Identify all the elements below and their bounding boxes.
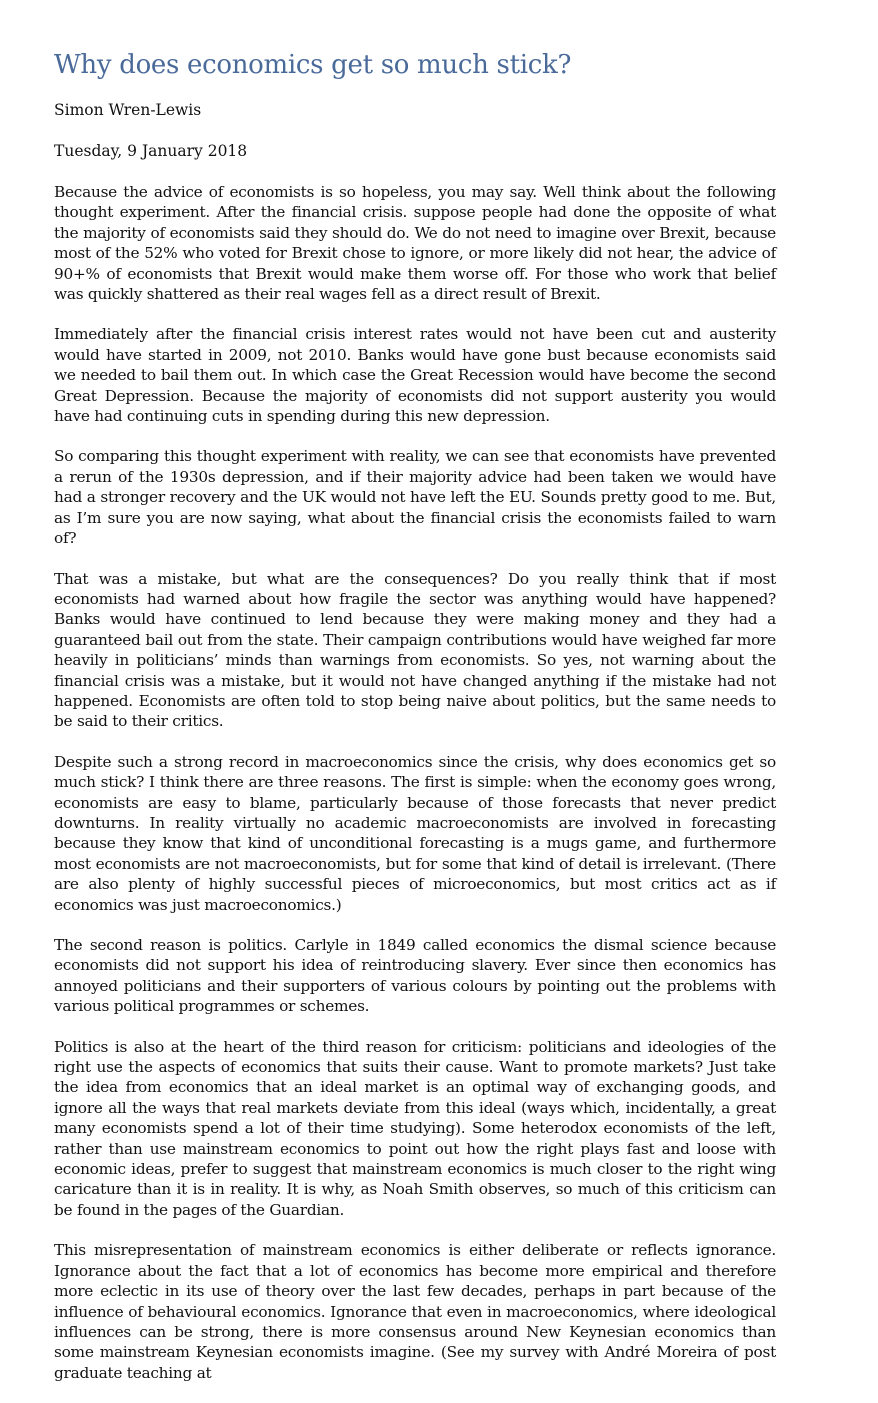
author-line: Simon Wren-Lewis	[54, 101, 202, 119]
body-paragraph-2: Immediately after the financial crisis interest rates would not have been cut and austerity would have started in 2009, not 2010. Banks would have gone bust because economists said we needed to bail them out. In which case the Great Recession would have become the second Great Depression. Because the majority of economists did not support austerity you would have had continuing cuts in spending during this new depression.	[54, 325, 776, 426]
body-paragraph-8: This misrepresentation of mainstream economics is either deliberate or reflects ignorance. Ignorance about the fact that a lot of economics has become more empirical and therefore more eclectic in its use of theory over the last few decades, perhaps in part because of the influence of behavioural economics. Ignorance that even in macroeconomics, where ideological influences can be strong, there is more consensus around New Keynesian economics than some mainstream Keynesian economists imagine. (See my survey with André Moreira of post graduate teaching at	[54, 1241, 776, 1382]
body-paragraph-6: The second reason is politics. Carlyle in 1849 called economics the dismal science because economists did not support his idea of reintroducing slavery. Ever since then economics has annoyed politicians and their supporters of various colours by pointing out the problems with various political programmes or schemes.	[54, 936, 776, 1016]
body-paragraph-1: Because the advice of economists is so hopeless, you may say. Well think about the following thought experiment. After the financial crisis. suppose people had done the opposite of what the majority of economists said they should do. We do not need to imagine over Brexit, because most of the 52% who voted for Brexit chose to ignore, or more likely did not hear, the advice of 90+% of economists that Brexit would make them worse off. For those who work that belief was quickly shattered as their real wages fell as a direct result of Brexit.	[54, 183, 776, 304]
body-paragraph-3: So comparing this thought experiment with reality, we can see that economists have prevented a rerun of the 1930s depression, and if their majority advice had been taken we would have had a stronger recovery and the UK would not have left the EU. Sounds pretty good to me. But, as I’m sure you are now saying, what about the financial crisis the economists failed to warn of?	[54, 447, 776, 548]
body-paragraph-7: Politics is also at the heart of the third reason for criticism: politicians and ideologies of the right use the aspects of economics that suits their cause. Want to promote markets? Just take the idea from economics that an ideal market is an optimal way of exchanging goods, and ignore all the ways that real markets deviate from this ideal (ways which, incidentally, a great many economists spend a lot of their time studying). Some heterodox economists of the left, rather than use mainstream economics to point out how the right plays fast and loose with economic ideas, prefer to suggest that mainstream economics is much closer to the right wing caricature than it is in reality. It is why, as Noah Smith observes, so much of this criticism can be found in the pages of the Guardian.	[54, 1037, 776, 1219]
body-paragraph-4: That was a mistake, but what are the consequences? Do you really think that if most economists had warned about how fragile the sector was anything would have happened? Banks would have continued to lend because they were making money and they had a guaranteed bail out from the state. Their campaign contributions would have weighed far more heavily in politicians’ minds than warnings from economists. So yes, not warning about the financial crisis was a mistake, but it would not have changed anything if the mistake had not happened. Economists are often told to stop being naive about politics, but the same needs to be said to their critics.	[54, 569, 776, 731]
date-line: Tuesday, 9 January 2018	[54, 142, 248, 160]
page-title: Why does economics get so much stick?	[54, 50, 572, 80]
body-paragraph-5: Despite such a strong record in macroeconomics since the crisis, why does economics get so much stick? I think there are three reasons. The first is simple: when the economy goes wrong, economists are easy to blame, particularly because of those forecasts that never predict downturns. In reality virtually no academic macroeconomists are involved in forecasting because they know that kind of unconditional forecasting is a mugs game, and furthermore most economists are not macroeconomists, but for some that kind of detail is irrelevant. (There are also plenty of highly successful pieces of microeconomics, but most critics act as if economics was just macroeconomics.)	[54, 752, 776, 914]
document-page	[54, 48, 776, 1403]
